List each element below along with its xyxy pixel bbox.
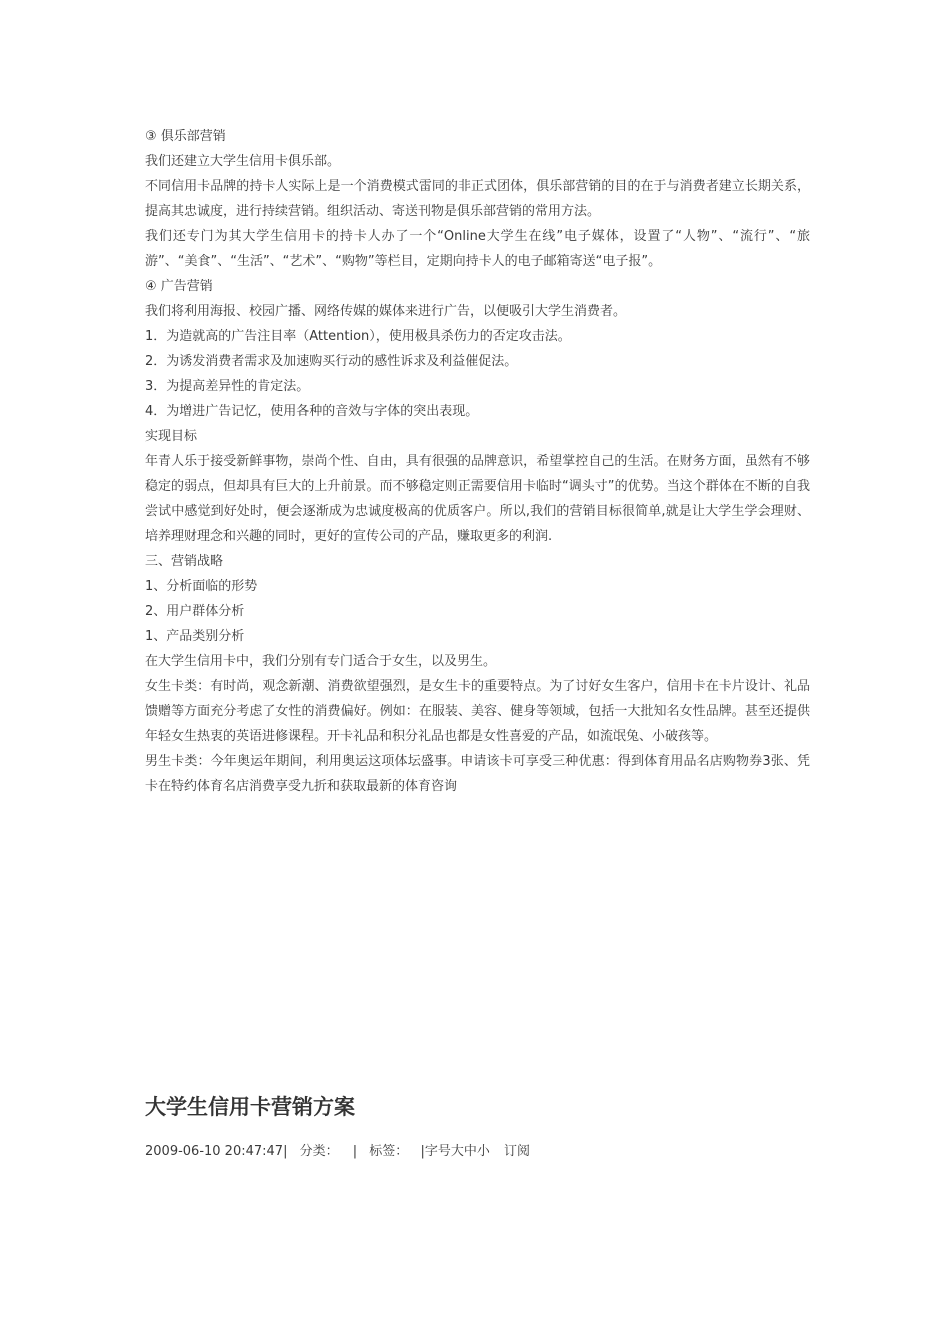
paragraph: 在大学生信用卡中，我们分别有专门适合于女生，以及男生。 xyxy=(145,654,497,669)
post-title: 大学生信用卡营销方案 xyxy=(145,1095,355,1119)
list-item: 1．为造就高的广告注目率（Attention），使用极具杀伤力的否定攻击法。 xyxy=(145,329,571,344)
paragraph: 我们还建立大学生信用卡俱乐部。 xyxy=(145,154,341,169)
font-size-control[interactable]: 字号大中小 xyxy=(424,1144,490,1159)
post-meta xyxy=(145,1142,530,1162)
heading-goals: 实现目标 xyxy=(145,429,198,444)
list-item: 1、产品类别分析 xyxy=(145,629,245,644)
list-item: 2．为诱发消费者需求及加速购买行动的感性诉求及利益催促法。 xyxy=(145,354,518,369)
list-item: 3．为提高差异性的肯定法。 xyxy=(145,379,310,394)
meta-separator: | xyxy=(420,1144,425,1159)
paragraph: 我们还专门为其大学生信用卡的持卡人办了一个“Online大学生在线”电子媒体，设置了“人物”、“流行”、“旅游”、“美食”、“生活”、“艺术”、“购物”等栏目，定期向持卡人的电子邮箱寄送“电子报”。 xyxy=(145,229,810,269)
paragraph: 年青人乐于接受新鲜事物，崇尚个性、自由，具有很强的品牌意识，希望掌控自己的生活。在财务方面，虽然有不够稳定的弱点，但却具有巨大的上升前景。而不够稳定则正需要信用卡临时“调头寸”的优势。当这个群体在不断的自我尝试中感觉到好处时，便会逐渐成为忠诚度极高的优质客户。所以,我们的营销目标很简单,就是让大学生学会理财、培养理财理念和兴趣的同时，更好的宣传公司的产品，赚取更多的利润. xyxy=(145,454,810,544)
tags-label[interactable]: 标签： xyxy=(369,1144,409,1159)
paragraph: 不同信用卡品牌的持卡人实际上是一个消费模式雷同的非正式团体，俱乐部营销的目的在于与消费者建立长期关系，提高其忠诚度，进行持续营销。组织活动、寄送刊物是俱乐部营销的常用方法。 xyxy=(145,179,810,219)
list-item: 4．为增进广告记忆，使用各种的音效与字体的突出表现。 xyxy=(145,404,479,419)
subscribe-link[interactable]: 订阅 xyxy=(503,1144,530,1159)
list-item: 2、用户群体分析 xyxy=(145,604,245,619)
heading-club-marketing: ③ 俱乐部营销 xyxy=(145,129,226,144)
paragraph: 女生卡类：有时尚，观念新潮、消费欲望强烈，是女生卡的重要特点。为了讨好女生客户，信用卡在卡片设计、礼品馈赠等方面充分考虑了女性的消费偏好。例如：在服装、美容、健身等领域，包括一大批知名女性品牌。甚至还提供年轻女生热衷的英语进修课程。开卡礼品和积分礼品也都是女性喜爱的产品，如流氓兔、小破孩等。 xyxy=(145,679,810,744)
post-datetime: 2009-06-10 20:47:47| xyxy=(145,1144,288,1159)
paragraph: 我们将利用海报、校园广播、网络传媒的媒体来进行广告，以便吸引大学生消费者。 xyxy=(145,304,627,319)
list-item: 1、分析面临的形势 xyxy=(145,579,258,594)
category-label[interactable]: 分类： xyxy=(299,1144,339,1159)
document-body xyxy=(145,124,810,799)
paragraph: 男生卡类：今年奥运年期间，利用奥运这项体坛盛事。申请该卡可享受三种优惠：得到体育用品名店购物券3张、凭卡在特约体育名店消费享受九折和获取最新的体育咨询 xyxy=(145,754,810,794)
heading-ad-marketing: ④ 广告营销 xyxy=(145,279,213,294)
meta-separator: | xyxy=(352,1144,358,1159)
heading-strategy: 三、营销战略 xyxy=(145,554,224,569)
